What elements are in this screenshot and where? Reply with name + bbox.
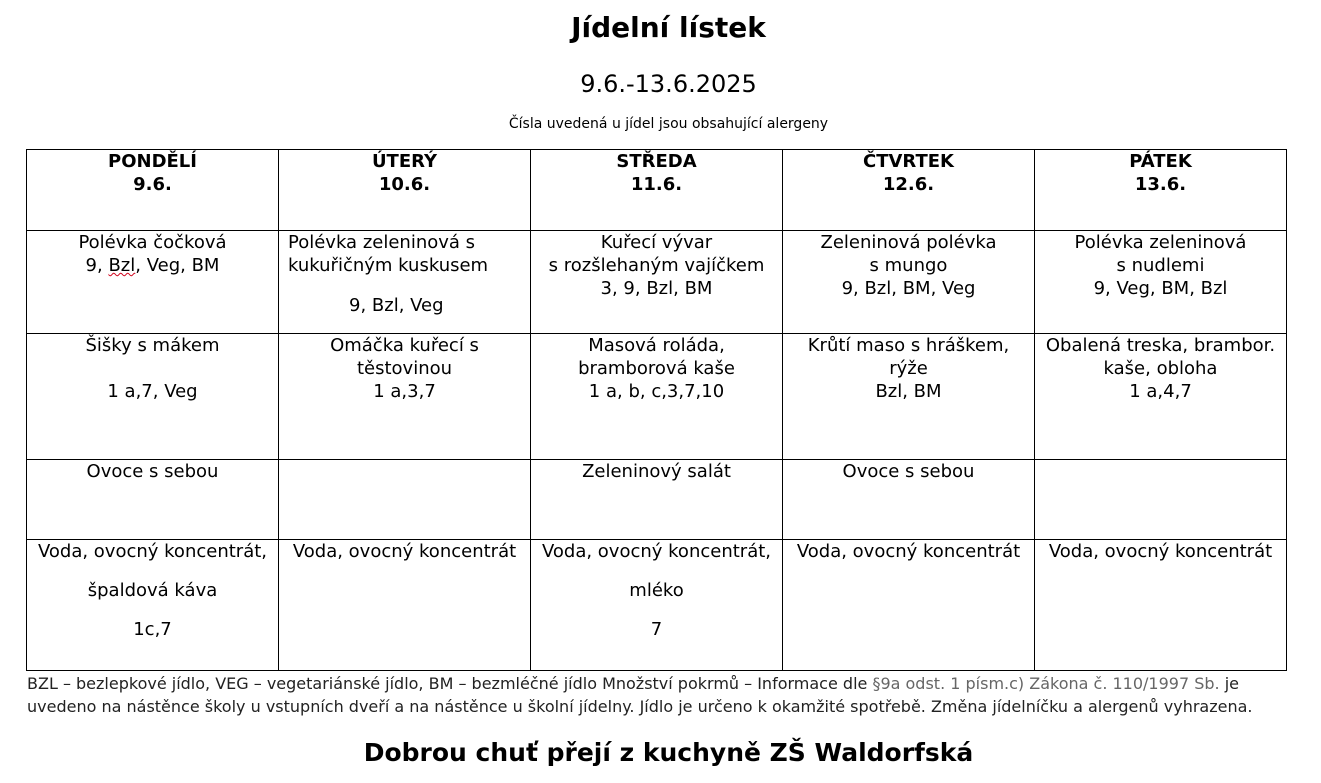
extra-cell-wednesday [531, 460, 783, 540]
drink-cell-wednesday [531, 540, 783, 671]
soup-allergens: 9, Bzl, Veg [349, 295, 444, 316]
day-header-thursday [783, 150, 1035, 231]
day-name: PONDĚLÍ [108, 151, 197, 172]
day-date: 12.6. [882, 174, 935, 195]
spellcheck-underline: Bzl [108, 255, 136, 276]
drink-name: Voda, ovocný koncentrát, [37, 541, 268, 562]
day-date: 10.6. [378, 174, 431, 195]
drink-name-cont: špaldová káva [87, 580, 218, 601]
soup-cell-monday [27, 231, 279, 334]
footer-greeting: Dobrou chuť přejí z kuchyně ZŠ Waldorfská [363, 738, 974, 767]
legend-law-reference: §9a odst. 1 písm.c) Zákona č. 110/1997 Sb. [872, 674, 1220, 693]
spacer [535, 563, 778, 579]
extra-cell-thursday [783, 460, 1035, 540]
main-name: Šišky s mákem [85, 335, 220, 356]
soup-cell-wednesday [531, 231, 783, 334]
drink-cell-friday [1035, 540, 1287, 671]
main-name: Obalená treska, brambor. [1045, 335, 1276, 356]
spacer [31, 602, 274, 618]
page-title: Jídelní lístek [571, 11, 766, 44]
extra-row [27, 460, 1287, 540]
drink-row [27, 540, 1287, 671]
main-cell-tuesday [279, 334, 531, 460]
main-allergens: 1 a,7, Veg [107, 381, 198, 402]
day-header-monday [27, 150, 279, 231]
drink-name: Voda, ovocný koncentrát, [541, 541, 772, 562]
drink-cell-monday [27, 540, 279, 671]
soup-name-cont: s mungo [869, 255, 948, 276]
day-date: 9.6. [133, 174, 172, 195]
drink-name: Voda, ovocný koncentrát [1048, 541, 1273, 562]
soup-name-cont: s rozšlehaným vajíčkem [548, 255, 765, 276]
soup-allergens: 3, 9, Bzl, BM [600, 278, 713, 299]
main-name-cont: kaše, obloha [1103, 358, 1218, 379]
day-name: STŘEDA [616, 151, 697, 172]
day-header-tuesday [279, 150, 531, 231]
spacer [31, 563, 274, 579]
day-header-friday [1035, 150, 1287, 231]
soup-cell-thursday [783, 231, 1035, 334]
spacer [31, 357, 274, 380]
week-dates: 9.6.-13.6.2025 [580, 70, 757, 98]
extra-cell-tuesday [279, 460, 531, 540]
main-name-cont: rýže [889, 358, 928, 379]
soup-name: Zeleninová polévka [820, 232, 997, 253]
main-cell-wednesday [531, 334, 783, 460]
day-header-row [27, 150, 1287, 231]
day-date: 13.6. [1134, 174, 1187, 195]
main-name: Masová roláda, [588, 335, 725, 356]
main-cell-monday [27, 334, 279, 460]
main-allergens: 1 a, b, c,3,7,10 [588, 381, 725, 402]
main-cell-friday [1035, 334, 1287, 460]
soup-allergens: 9, Bzl, BM, Veg [841, 278, 976, 299]
menu-table [26, 149, 1287, 671]
extra-item: Zeleninový salát [582, 461, 731, 482]
main-name-cont: bramborová kaše [578, 358, 735, 379]
soup-cell-tuesday [279, 231, 531, 334]
soup-row [27, 231, 1287, 334]
soup-name: Polévka zeleninová s [288, 232, 476, 253]
day-name: ČTVRTEK [863, 151, 954, 172]
main-allergens: 1 a,3,7 [373, 381, 436, 402]
soup-name: Polévka zeleninová [1074, 232, 1247, 253]
drink-cell-thursday [783, 540, 1035, 671]
main-name-cont: těstovinou [356, 358, 453, 379]
day-name: PÁTEK [1129, 151, 1192, 172]
drink-cell-tuesday [279, 540, 531, 671]
extra-cell-friday [1035, 460, 1287, 540]
drink-name: Voda, ovocný koncentrát [292, 541, 517, 562]
drink-allergens: 7 [650, 619, 663, 640]
extra-item: Ovoce s sebou [86, 461, 219, 482]
legend-part-3: je uvedeno na nástěnce školy u vstupních dveří a na nástěnce u školní jídelny. Jídlo je určeno k okamžité spotřebě. Změna jídelníčku a alergenů vyhrazena. [27, 674, 1253, 716]
main-allergens: Bzl, BM [875, 381, 942, 402]
day-date: 11.6. [630, 174, 683, 195]
soup-name: Polévka čočková [78, 232, 227, 253]
soup-allergens: 9, Bzl, Veg, BM [85, 255, 220, 276]
soup-allergens: 9, Veg, BM, Bzl [1093, 278, 1228, 299]
drink-name-cont: mléko [629, 580, 684, 601]
main-cell-thursday [783, 334, 1035, 460]
soup-cell-friday [1035, 231, 1287, 334]
drink-allergens: 1c,7 [133, 619, 172, 640]
day-header-wednesday [531, 150, 783, 231]
extra-item: Ovoce s sebou [842, 461, 975, 482]
soup-name-cont: s nudlemi [1116, 255, 1205, 276]
drink-name: Voda, ovocný koncentrát [796, 541, 1021, 562]
day-name: ÚTERÝ [371, 151, 438, 172]
main-name: Krůtí maso s hráškem, [807, 335, 1010, 356]
soup-name: Kuřecí vývar [600, 232, 713, 253]
spacer [535, 602, 778, 618]
spacer [288, 277, 526, 294]
main-name: Omáčka kuřecí s [330, 335, 479, 356]
soup-name-cont: kukuřičným kuskusem [288, 255, 489, 276]
legend-part-1: BZL – bezlepkové jídlo, VEG – vegetariánské jídlo, BM – bezmléčné jídlo Množství pokrmů – Informace dle [27, 674, 873, 693]
extra-cell-monday [27, 460, 279, 540]
main-allergens: 1 a,4,7 [1129, 381, 1192, 402]
legend-text [27, 672, 1297, 718]
allergen-note: Čísla uvedená u jídel jsou obsahující alergeny [508, 116, 829, 132]
main-course-row [27, 334, 1287, 460]
